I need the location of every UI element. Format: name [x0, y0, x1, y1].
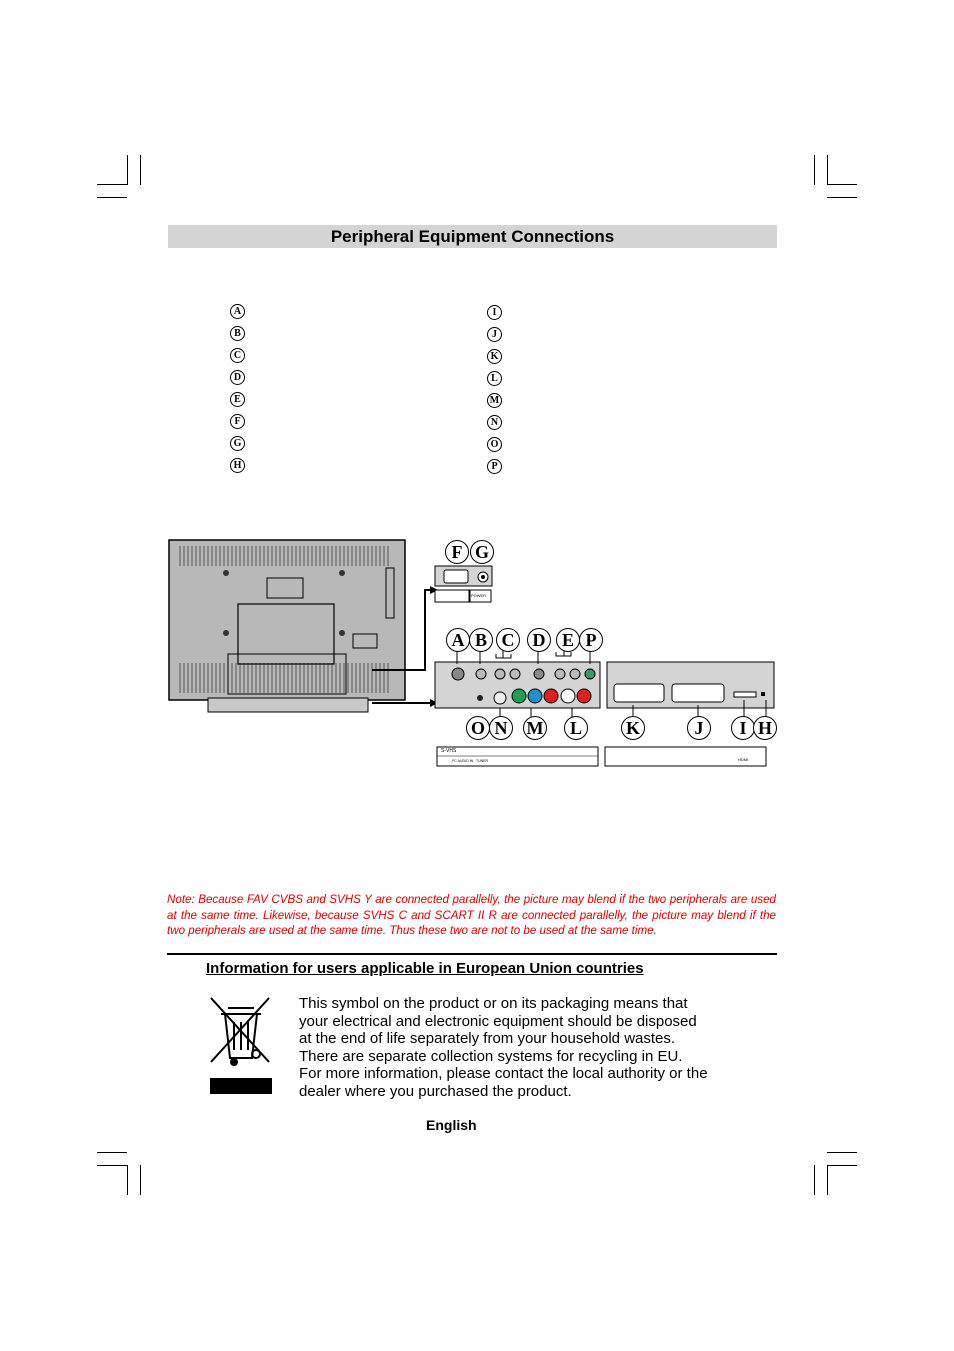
- connector-label-k: K: [487, 349, 502, 364]
- connector-label-l: L: [487, 371, 502, 386]
- callout-o: O: [466, 716, 490, 740]
- callout-k: K: [621, 716, 645, 740]
- callout-l: L: [564, 716, 588, 740]
- eu-info-body: [299, 995, 759, 1101]
- eu-info-heading: Information for users applicable in European Union countries: [206, 960, 644, 977]
- callout-f: F: [445, 540, 469, 564]
- divider: [167, 953, 777, 955]
- callout-p: P: [579, 628, 603, 652]
- strip-hdmi: HDMI: [738, 757, 749, 762]
- page-footer-language: English: [426, 1117, 477, 1133]
- callout-c: C: [496, 628, 520, 652]
- eu-info-line: your electrical and electronic equipment should be disposed: [299, 1012, 697, 1030]
- callout-h: H: [753, 716, 777, 740]
- strip-tuner: TUNER: [476, 759, 489, 763]
- connector-label-o: O: [487, 437, 502, 452]
- connector-label-j: J: [487, 327, 502, 342]
- connector-label-e: E: [230, 392, 245, 407]
- strip-svhs: S-VHS: [441, 748, 457, 754]
- callout-b: B: [469, 628, 493, 652]
- connector-label-f: F: [230, 414, 245, 429]
- connector-label-h: H: [230, 458, 245, 473]
- callout-a: A: [446, 628, 470, 652]
- connector-label-b: B: [230, 326, 245, 341]
- connector-label-d: D: [230, 370, 245, 385]
- connector-label-p: P: [487, 459, 502, 474]
- connector-label-i: I: [487, 305, 502, 320]
- callout-i: I: [731, 716, 755, 740]
- connector-label-c: C: [230, 348, 245, 363]
- callout-e: E: [556, 628, 580, 652]
- connector-label-g: G: [230, 436, 245, 451]
- connector-label-a: A: [230, 304, 245, 319]
- note-paragraph: Note: Because FAV CVBS and SVHS Y are connected parallelly, the picture may blend if the two peripherals are used at the same time. Likewise, because SVHS C and SCART II R are connected parallelly, the picture may blend if the two peripherals are used at the same time. Thus these two are not to be used at the same time.: [167, 893, 776, 937]
- callout-m: M: [523, 716, 547, 740]
- callout-n: N: [489, 716, 513, 740]
- strip-pc-audio: PC AUDIO IN: [452, 759, 474, 763]
- power-label: POWER: [471, 593, 487, 598]
- weee-bin-icon: [206, 992, 276, 1104]
- connector-label-m: M: [487, 393, 502, 408]
- eu-info-line: dealer where you purchased the product.: [299, 1082, 572, 1100]
- eu-info-line: For more information, please contact the local authority or the: [299, 1065, 708, 1083]
- eu-info-line: at the end of life separately from your household wastes.: [299, 1030, 676, 1048]
- callout-g: G: [470, 540, 494, 564]
- eu-info-line: There are separate collection systems for recycling in EU.: [299, 1047, 683, 1065]
- callout-d: D: [527, 628, 551, 652]
- eu-info-line: This symbol on the product or on its packaging means that: [299, 995, 688, 1012]
- callout-j: J: [687, 716, 711, 740]
- connector-label-n: N: [487, 415, 502, 430]
- page-title-bar: [168, 225, 777, 248]
- page-title: Peripheral Equipment Connections: [330, 227, 615, 246]
